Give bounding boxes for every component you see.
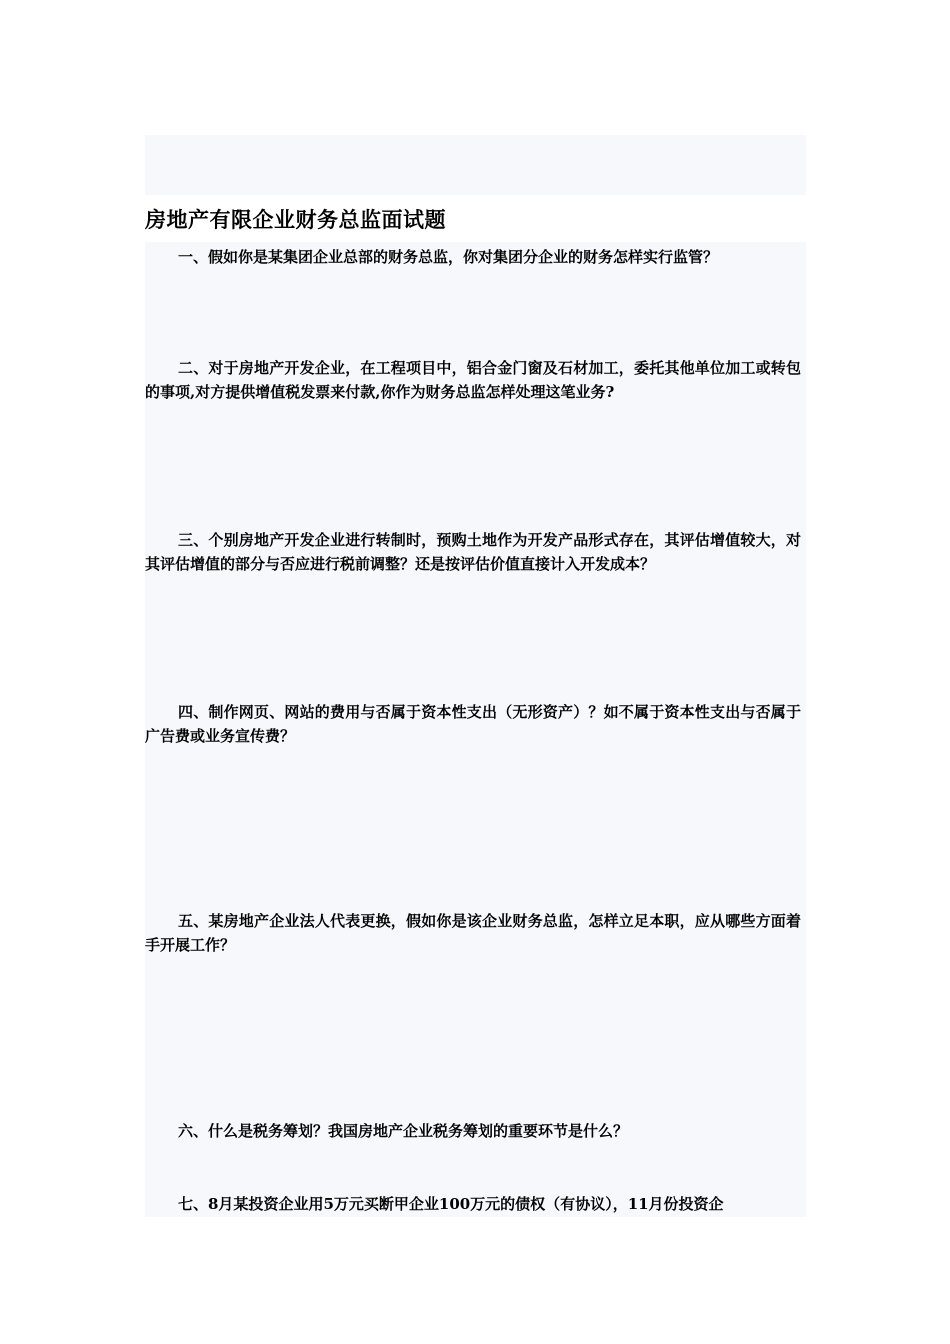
question-2: 二、对于房地产开发企业，在工程项目中，铝合金门窗及石材加工，委托其他单位加工或转包的事项,对方提供增值税发票来付款,你作为财务总监怎样处理这笔业务? (145, 359, 801, 401)
document-title: 房地产有限企业财务总监面试题 (145, 207, 446, 232)
question-4: 四、制作网页、网站的费用与否属于资本性支出（无形资产）？如不属于资本性支出与否属于广告费或业务宣传费？ (145, 703, 801, 745)
header-shaded-area (145, 135, 806, 195)
question-6: 六、什么是税务筹划？我国房地产企业税务筹划的重要环节是什么？ (178, 1122, 629, 1140)
question-3: 三、个别房地产开发企业进行转制时，预购土地作为开发产品形式存在，其评估增值较大，对其评估增值的部分与否应进行税前调整？还是按评估价值直接计入开发成本？ (145, 531, 801, 573)
question-5: 五、某房地产企业法人代表更换，假如你是该企业财务总监，怎样立足本职，应从哪些方面着手开展工作？ (145, 912, 801, 954)
question-7: 七、8月某投资企业用5万元买断甲企业100万元的债权（有协议），11月份投资企 (178, 1195, 724, 1213)
question-1: 一、假如你是某集团企业总部的财务总监，你对集团分企业的财务怎样实行监管？ (178, 248, 719, 266)
